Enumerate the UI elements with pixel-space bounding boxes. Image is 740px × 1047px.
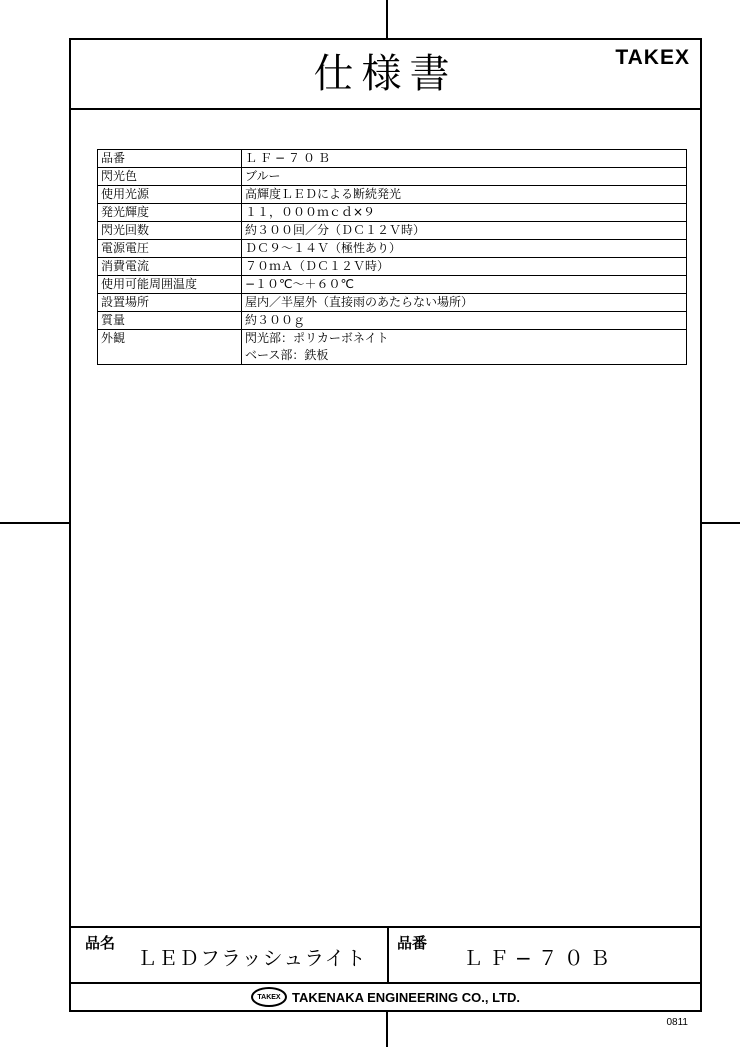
- spec-value: １１，０００ｍｃｄ×９: [242, 204, 687, 222]
- table-row: [98, 294, 687, 312]
- spec-label: 外観: [98, 330, 242, 365]
- table-row: [98, 240, 687, 258]
- spec-label: 電源電圧: [98, 240, 242, 258]
- product-name-label: 品名: [85, 934, 116, 952]
- table-row: [98, 312, 687, 330]
- spec-label: 発光輝度: [98, 204, 242, 222]
- table-row: [98, 276, 687, 294]
- spec-value: ＬＦ−７０Ｂ: [242, 150, 687, 168]
- spec-label: 質量: [98, 312, 242, 330]
- title-row: [71, 40, 700, 110]
- table-row: [98, 330, 687, 365]
- spec-label: 閃光回数: [98, 222, 242, 240]
- company-logo: TAKEX: [251, 987, 287, 1007]
- table-row: [98, 186, 687, 204]
- spec-table: [97, 149, 687, 365]
- spec-value: −１０℃〜＋６０℃: [242, 276, 687, 294]
- crop-mark-right: [702, 522, 740, 524]
- spec-value: 高輝度ＬＥＤによる断続発光: [242, 186, 687, 204]
- table-row: [98, 204, 687, 222]
- crop-mark-top: [386, 0, 388, 38]
- appearance-line-1: 閃光部：ポリカーボネイト: [245, 331, 389, 345]
- product-name-value: ＬＥＤフラッシュライト: [137, 946, 367, 970]
- spec-value: [242, 330, 687, 365]
- document-number: 0811: [666, 1017, 688, 1028]
- bottom-divider: [387, 928, 389, 982]
- model-value: ＬＦ−７０Ｂ: [463, 946, 616, 970]
- spec-label: 使用光源: [98, 186, 242, 204]
- spec-value: ブルー: [242, 168, 687, 186]
- spec-value: ７０ｍＡ（ＤＣ１２Ｖ時）: [242, 258, 687, 276]
- brand-logo: TAKEX: [615, 46, 690, 69]
- product-info-row: [71, 926, 700, 984]
- company-name: TAKENAKA ENGINEERING CO., LTD.: [292, 989, 520, 1005]
- table-row: [98, 168, 687, 186]
- spec-value: 約３００回／分（ＤＣ１２Ｖ時）: [242, 222, 687, 240]
- crop-mark-bottom: [386, 1012, 388, 1047]
- spec-sheet-frame: [69, 38, 702, 1012]
- spec-value: ＤＣ９〜１４Ｖ（極性あり）: [242, 240, 687, 258]
- page-title: 仕様書: [313, 51, 458, 97]
- crop-mark-left: [0, 522, 69, 524]
- company-footer: [71, 982, 700, 1012]
- table-row: [98, 150, 687, 168]
- spec-label: 消費電流: [98, 258, 242, 276]
- spec-value: 約３００ｇ: [242, 312, 687, 330]
- appearance-line-2: ベース部：鉄板: [245, 348, 329, 362]
- spec-label: 閃光色: [98, 168, 242, 186]
- table-row: [98, 222, 687, 240]
- spec-label: 使用可能周囲温度: [98, 276, 242, 294]
- spec-value: 屋内／半屋外（直接雨のあたらない場所）: [242, 294, 687, 312]
- model-label: 品番: [397, 934, 428, 952]
- spec-label: 設置場所: [98, 294, 242, 312]
- table-row: [98, 258, 687, 276]
- spec-label: 品番: [98, 150, 242, 168]
